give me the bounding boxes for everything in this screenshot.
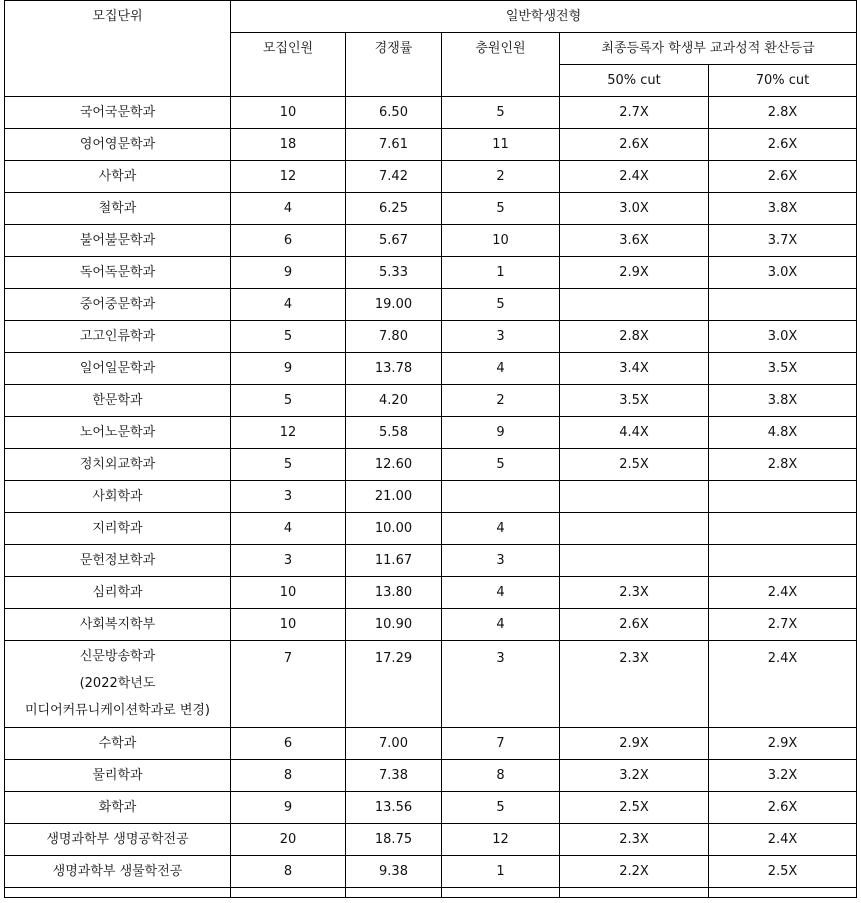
cell-extra: 5 — [442, 449, 560, 481]
cell-unit: 사회학과 — [5, 481, 231, 513]
cell-extra: 8 — [442, 760, 560, 792]
cell-cut70: 2.4X — [709, 577, 857, 609]
cell-cut70: 3.0X — [709, 321, 857, 353]
cell-ratio: 5.33 — [346, 257, 442, 289]
cell-ratio: 18.75 — [346, 824, 442, 856]
cell-cut50: 3.2X — [560, 760, 709, 792]
cell-empty — [560, 888, 709, 898]
table-row — [5, 577, 857, 609]
cell-ratio: 6.25 — [346, 193, 442, 225]
cell-cut70: 2.6X — [709, 161, 857, 193]
cell-extra: 4 — [442, 609, 560, 641]
cell-cut50 — [560, 289, 709, 321]
cell-cut50: 2.9X — [560, 257, 709, 289]
cell-cut70: 2.4X — [709, 641, 857, 728]
cell-unit: 생명과학부 생명공학전공 — [5, 824, 231, 856]
table-row — [5, 728, 857, 760]
cell-cut50 — [560, 481, 709, 513]
cell-ratio: 4.20 — [346, 385, 442, 417]
cell-cut70: 3.7X — [709, 225, 857, 257]
cell-unit: 심리학과 — [5, 577, 231, 609]
cell-ratio: 7.80 — [346, 321, 442, 353]
table-row — [5, 609, 857, 641]
cell-cut70: 2.8X — [709, 97, 857, 129]
admission-results-table — [4, 0, 857, 898]
cell-recruit: 3 — [231, 545, 346, 577]
unit-name: 신문방송학과 — [79, 649, 156, 664]
table-row — [5, 225, 857, 257]
cell-unit: 사학과 — [5, 161, 231, 193]
table-row — [5, 385, 857, 417]
cell-empty — [442, 888, 560, 898]
cell-extra: 7 — [442, 728, 560, 760]
table-row — [5, 545, 857, 577]
cell-cut70: 3.5X — [709, 353, 857, 385]
cell-recruit: 10 — [231, 577, 346, 609]
cell-cut70: 2.9X — [709, 728, 857, 760]
cell-extra: 2 — [442, 161, 560, 193]
cell-recruit: 5 — [231, 449, 346, 481]
cell-extra: 5 — [442, 193, 560, 225]
cell-unit: 생명과학부 생물학전공 — [5, 856, 231, 888]
cell-recruit: 8 — [231, 760, 346, 792]
cell-recruit: 4 — [231, 193, 346, 225]
cell-ratio: 13.78 — [346, 353, 442, 385]
table-row — [5, 760, 857, 792]
cell-cut70 — [709, 513, 857, 545]
header-group: 일반학생전형 — [231, 1, 857, 33]
cell-ratio: 10.90 — [346, 609, 442, 641]
header-cut70: 70% cut — [709, 65, 857, 97]
cell-unit: 일어일문학과 — [5, 353, 231, 385]
cell-ratio: 11.67 — [346, 545, 442, 577]
cell-extra: 10 — [442, 225, 560, 257]
cell-ratio: 6.50 — [346, 97, 442, 129]
table-row — [5, 824, 857, 856]
cell-unit: 고고인류학과 — [5, 321, 231, 353]
cell-unit: 독어독문학과 — [5, 257, 231, 289]
cell-cut50: 2.3X — [560, 577, 709, 609]
cell-unit: 노어노문학과 — [5, 417, 231, 449]
cell-ratio: 5.58 — [346, 417, 442, 449]
cell-ratio: 10.00 — [346, 513, 442, 545]
cell-cut50: 2.3X — [560, 641, 709, 728]
cell-ratio: 13.80 — [346, 577, 442, 609]
cell-cut70: 2.5X — [709, 856, 857, 888]
table-row — [5, 289, 857, 321]
cell-empty — [5, 888, 231, 898]
table-row — [5, 856, 857, 888]
table-row — [5, 481, 857, 513]
table-row — [5, 641, 857, 728]
cell-recruit: 9 — [231, 353, 346, 385]
cell-cut50: 3.0X — [560, 193, 709, 225]
cell-unit: 한문학과 — [5, 385, 231, 417]
cell-unit: 철학과 — [5, 193, 231, 225]
cell-unit: 중어중문학과 — [5, 289, 231, 321]
cell-cut70: 3.8X — [709, 193, 857, 225]
cell-cut50: 2.3X — [560, 824, 709, 856]
header-ratio: 경쟁률 — [346, 33, 442, 97]
cell-extra: 3 — [442, 321, 560, 353]
cell-cut50: 2.9X — [560, 728, 709, 760]
cell-unit: 화학과 — [5, 792, 231, 824]
cell-extra: 11 — [442, 129, 560, 161]
cell-extra — [442, 481, 560, 513]
cell-cut70 — [709, 289, 857, 321]
cell-cut50: 3.4X — [560, 353, 709, 385]
cell-extra: 5 — [442, 792, 560, 824]
cell-unit — [5, 641, 231, 728]
cell-cut50: 2.5X — [560, 792, 709, 824]
cell-ratio: 9.38 — [346, 856, 442, 888]
header-recruit: 모집인원 — [231, 33, 346, 97]
table-row — [5, 193, 857, 225]
cell-recruit: 18 — [231, 129, 346, 161]
cell-ratio: 7.38 — [346, 760, 442, 792]
cell-extra: 1 — [442, 257, 560, 289]
cell-extra: 4 — [442, 513, 560, 545]
header-unit: 모집단위 — [5, 1, 231, 97]
cell-cut70: 3.8X — [709, 385, 857, 417]
cell-cut70 — [709, 545, 857, 577]
table-row — [5, 513, 857, 545]
cell-cut70 — [709, 481, 857, 513]
cell-cut70: 3.2X — [709, 760, 857, 792]
unit-note: 미디어커뮤니케이션학과로 변경) — [24, 703, 211, 718]
table-row — [5, 161, 857, 193]
cell-ratio: 21.00 — [346, 481, 442, 513]
cell-recruit: 12 — [231, 417, 346, 449]
cell-cut50: 4.4X — [560, 417, 709, 449]
cell-unit: 사회복지학부 — [5, 609, 231, 641]
cell-cut50: 2.5X — [560, 449, 709, 481]
cell-recruit: 4 — [231, 289, 346, 321]
cell-recruit: 7 — [231, 641, 346, 728]
table-row — [5, 257, 857, 289]
cell-recruit: 10 — [231, 97, 346, 129]
cell-cut70: 3.0X — [709, 257, 857, 289]
cell-recruit: 4 — [231, 513, 346, 545]
cell-unit: 불어불문학과 — [5, 225, 231, 257]
cell-recruit: 8 — [231, 856, 346, 888]
cell-recruit: 6 — [231, 728, 346, 760]
cell-cut50: 2.7X — [560, 97, 709, 129]
cell-cut70: 2.7X — [709, 609, 857, 641]
cell-unit: 영어영문학과 — [5, 129, 231, 161]
cell-ratio: 7.61 — [346, 129, 442, 161]
cell-extra: 3 — [442, 545, 560, 577]
cell-extra: 9 — [442, 417, 560, 449]
cell-recruit: 6 — [231, 225, 346, 257]
cell-cut50: 3.5X — [560, 385, 709, 417]
table-row — [5, 129, 857, 161]
cell-empty — [346, 888, 442, 898]
cell-empty — [709, 888, 857, 898]
unit-note: (2022학년도 — [79, 676, 156, 691]
cell-cut50 — [560, 513, 709, 545]
cell-unit: 정치외교학과 — [5, 449, 231, 481]
cell-recruit: 9 — [231, 257, 346, 289]
cell-cut70: 2.4X — [709, 824, 857, 856]
table-row-partial — [5, 888, 857, 898]
cell-unit: 지리학과 — [5, 513, 231, 545]
cell-recruit: 5 — [231, 385, 346, 417]
cell-recruit: 3 — [231, 481, 346, 513]
table-row — [5, 417, 857, 449]
cell-recruit: 10 — [231, 609, 346, 641]
cell-unit: 국어국문학과 — [5, 97, 231, 129]
table-row — [5, 449, 857, 481]
cell-cut50 — [560, 545, 709, 577]
cell-extra: 4 — [442, 577, 560, 609]
cell-extra: 12 — [442, 824, 560, 856]
table-row — [5, 792, 857, 824]
cell-ratio: 17.29 — [346, 641, 442, 728]
cell-unit: 물리학과 — [5, 760, 231, 792]
table-row — [5, 321, 857, 353]
cell-cut70: 4.8X — [709, 417, 857, 449]
cell-extra: 3 — [442, 641, 560, 728]
cell-empty — [231, 888, 346, 898]
cell-unit: 문헌정보학과 — [5, 545, 231, 577]
cell-recruit: 20 — [231, 824, 346, 856]
cell-cut70: 2.6X — [709, 792, 857, 824]
cell-unit: 수학과 — [5, 728, 231, 760]
header-cut50: 50% cut — [560, 65, 709, 97]
cell-extra: 5 — [442, 97, 560, 129]
cell-cut50: 2.8X — [560, 321, 709, 353]
cell-recruit: 12 — [231, 161, 346, 193]
cell-ratio: 19.00 — [346, 289, 442, 321]
table-row — [5, 97, 857, 129]
header-extra: 충원인원 — [442, 33, 560, 97]
cell-cut70: 2.8X — [709, 449, 857, 481]
cell-ratio: 5.67 — [346, 225, 442, 257]
cell-cut50: 2.6X — [560, 129, 709, 161]
cell-extra: 4 — [442, 353, 560, 385]
cell-ratio: 12.60 — [346, 449, 442, 481]
cell-ratio: 13.56 — [346, 792, 442, 824]
cell-ratio: 7.00 — [346, 728, 442, 760]
cell-recruit: 9 — [231, 792, 346, 824]
cell-ratio: 7.42 — [346, 161, 442, 193]
cell-cut50: 2.4X — [560, 161, 709, 193]
table-row — [5, 353, 857, 385]
cell-cut70: 2.6X — [709, 129, 857, 161]
header-grade: 최종등록자 학생부 교과성적 환산등급 — [560, 33, 857, 65]
header-row-1 — [5, 1, 857, 33]
cell-cut50: 2.6X — [560, 609, 709, 641]
cell-recruit: 5 — [231, 321, 346, 353]
cell-extra: 2 — [442, 385, 560, 417]
cell-extra: 1 — [442, 856, 560, 888]
cell-cut50: 3.6X — [560, 225, 709, 257]
cell-extra: 5 — [442, 289, 560, 321]
cell-cut50: 2.2X — [560, 856, 709, 888]
